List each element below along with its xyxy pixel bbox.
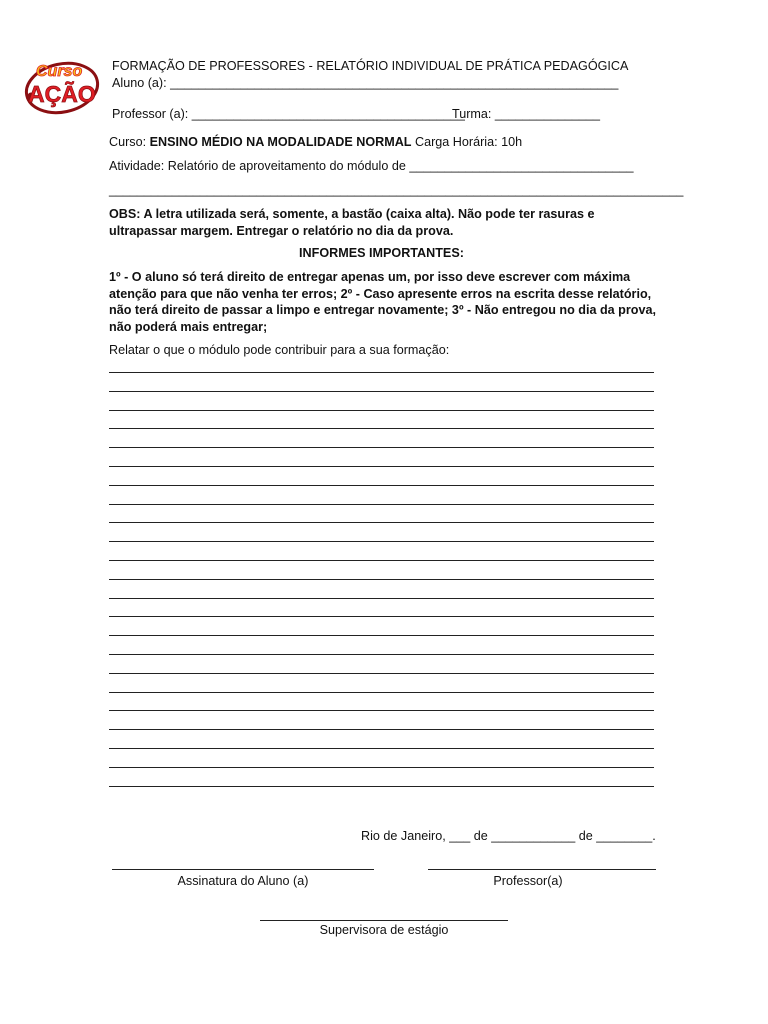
logo-text-bottom: AÇÃO bbox=[28, 81, 96, 107]
document-title: FORMAÇÃO DE PROFESSORES - RELATÓRIO INDIVIDUAL DE PRÁTICA PEDAGÓGICA bbox=[112, 59, 629, 73]
atividade-continuation-line: __________________________________________________________________________________ bbox=[109, 183, 684, 197]
writing-line bbox=[109, 447, 654, 448]
aluno-signature-line bbox=[112, 869, 374, 870]
writing-line bbox=[109, 579, 654, 580]
writing-line bbox=[109, 710, 654, 711]
supervisora-signature-label: Supervisora de estágio bbox=[319, 923, 449, 937]
writing-line bbox=[109, 522, 654, 523]
writing-line bbox=[109, 767, 654, 768]
writing-line bbox=[109, 372, 654, 373]
atividade-field: Atividade: Relatório de aproveitamento do módulo de ________________________________ bbox=[109, 159, 634, 173]
curso-label: Curso: bbox=[109, 135, 150, 149]
writing-line bbox=[109, 410, 654, 411]
writing-line bbox=[109, 748, 654, 749]
logo-text-top: Curso bbox=[36, 63, 83, 80]
writing-line bbox=[109, 654, 654, 655]
writing-line bbox=[109, 428, 654, 429]
writing-line bbox=[109, 598, 654, 599]
writing-line bbox=[109, 504, 654, 505]
writing-line bbox=[109, 673, 654, 674]
aluno-field: Aluno (a): ________________________________________________________________ bbox=[112, 76, 619, 90]
writing-line bbox=[109, 466, 654, 467]
informes-text: 1º - O aluno só terá direito de entregar apenas um, por isso deve escrever com máxima atenção para que não venha ter erros; 2º - Caso apresente erros na escrita desse relatório, não terá direito de passar a limpo e entregar novamente; 3º - Não entregou no dia da prova, não poderá mais entregar; bbox=[109, 270, 656, 334]
professor-field: Professor (a): _______________________________________ bbox=[112, 107, 465, 121]
writing-line bbox=[109, 786, 654, 787]
turma-field: Turma: _______________ bbox=[452, 107, 600, 121]
relatar-prompt: Relatar o que o módulo pode contribuir para a sua formação: bbox=[109, 343, 450, 357]
carga-horaria: Carga Horária: 10h bbox=[411, 135, 523, 149]
professor-signature-label: Professor(a) bbox=[493, 874, 563, 888]
writing-line bbox=[109, 635, 654, 636]
professor-signature-line bbox=[428, 869, 656, 870]
curso-acao-logo bbox=[22, 52, 104, 116]
writing-line bbox=[109, 485, 654, 486]
informes-title: INFORMES IMPORTANTES: bbox=[299, 246, 464, 260]
writing-line bbox=[109, 692, 654, 693]
aluno-signature-label: Assinatura do Aluno (a) bbox=[177, 874, 309, 888]
supervisora-signature-line bbox=[260, 920, 508, 921]
curso-line bbox=[109, 135, 522, 149]
writing-line bbox=[109, 560, 654, 561]
writing-line bbox=[109, 391, 654, 392]
obs-note: OBS: A letra utilizada será, somente, a bastão (caixa alta). Não pode ter rasuras e ultrapassar margem. Entregar o relatório no dia da prova. bbox=[109, 207, 595, 238]
date-line: Rio de Janeiro, ___ de ____________ de ________. bbox=[361, 829, 656, 843]
writing-line bbox=[109, 729, 654, 730]
writing-line bbox=[109, 616, 654, 617]
curso-value: ENSINO MÉDIO NA MODALIDADE NORMAL bbox=[149, 135, 412, 149]
writing-line bbox=[109, 541, 654, 542]
